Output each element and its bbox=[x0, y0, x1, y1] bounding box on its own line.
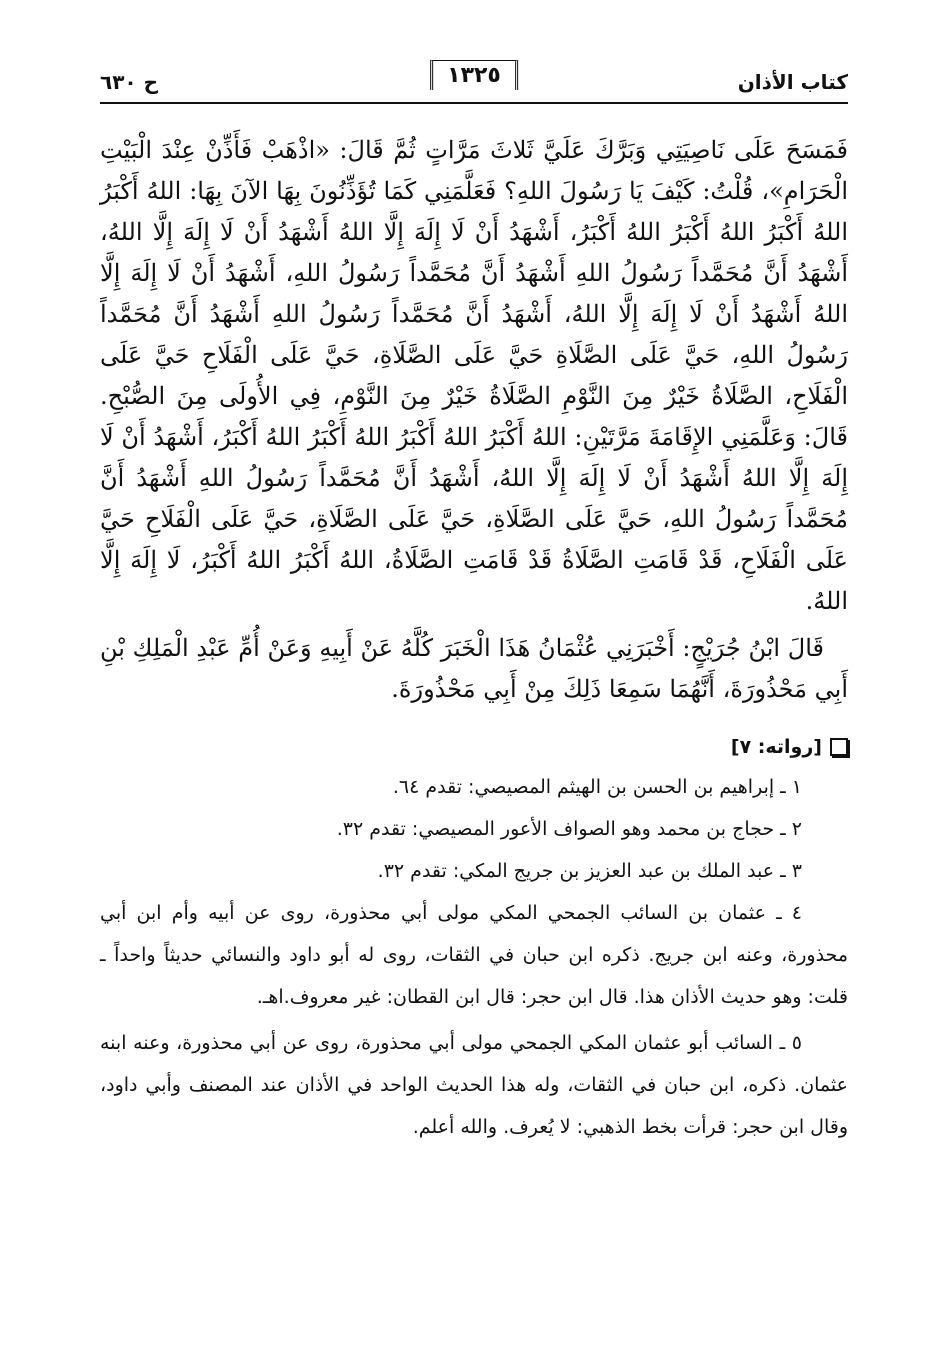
hadith-paragraph-1: فَمَسَحَ عَلَى نَاصِيَتِي وَبَرَّكَ عَلَيَّ ثَلاثَ مَرَّاتٍ ثُمَّ قَالَ: «اذْهَبْ فَأَذِّنْ عِنْدَ الْبَيْتِ الْحَرَامِ»، قُلْتُ: كَيْفَ يَا رَسُولَ اللهِ؟ فَعَلَّمَنِي كَمَا تُؤَذِّنُونَ بِهَا الآنَ بِهَا: اللهُ أَكْبَرُ اللهُ أَكْبَرُ اللهُ أَكْبَرُ اللهُ أَكْبَرُ، أَشْهَدُ أَنْ لَا إِلَهَ إِلَّا اللهُ أَشْهَدُ أَنْ لَا إِلَهَ إِلَّا اللهُ، أَشْهَدُ أَنَّ مُحَمَّداً رَسُولُ اللهِ أَشْهَدُ أَنَّ مُحَمَّداً رَسُولُ اللهِ، أَشْهَدُ أَنْ لَا إِلَهَ إِلَّا اللهُ أَشْهَدُ أَنْ لَا إِلَهَ إِلَّا اللهُ، أَشْهَدُ أَنَّ مُحَمَّداً رَسُولُ اللهِ أَشْهَدُ أَنَّ مُحَمَّداً رَسُولُ اللهِ، حَيَّ عَلَى الصَّلَاةِ حَيَّ عَلَى الصَّلَاةِ، حَيَّ عَلَى الْفَلَاحِ حَيَّ عَلَى الْفَلَاحِ، الصَّلَاةُ خَيْرٌ مِنَ النَّوْمِ الصَّلَاةُ خَيْرٌ مِنَ النَّوْمِ، فِي الأُولَى مِنَ الصُّبْحِ. قَالَ: وَعَلَّمَنِي الإِقَامَةَ مَرَّتَيْنِ: اللهُ أَكْبَرُ اللهُ أَكْبَرُ اللهُ أَكْبَرُ اللهُ أَكْبَرُ، أَشْهَدُ أَنْ لَا إِلَهَ إِلَّا اللهُ أَشْهَدُ أَنْ لَا إِلَهَ إِلَّا اللهُ، أَشْهَدُ أَنَّ مُحَمَّداً رَسُولُ اللهِ أَشْهَدُ أَنَّ مُحَمَّداً رَسُولُ اللهِ، حَيَّ عَلَى الصَّلَاةِ، حَيَّ عَلَى الصَّلَاةِ، حَيَّ عَلَى الْفَلَاحِ حَيَّ عَلَى الْفَلَاحِ، قَدْ قَامَتِ الصَّلَاةُ قَدْ قَامَتِ الصَّلَاةُ، اللهُ أَكْبَرُ اللهُ أَكْبَرُ، لَا إِلَهَ إِلَّا اللهُ. bbox=[100, 136, 849, 615]
hadith-reference: ح ٦٣٠ bbox=[100, 70, 159, 94]
square-bullet-icon bbox=[830, 738, 848, 756]
page-number: ١٣٢٥ bbox=[430, 60, 518, 90]
page-header bbox=[100, 60, 848, 104]
narrators-list bbox=[100, 766, 848, 1148]
document-page bbox=[100, 60, 848, 1300]
book-title: كتاب الأذان bbox=[737, 70, 848, 94]
narrator-item: ١ ـ إبراهيم بن الحسن بن الهيثم المصيصي: تقدم ٦٤. bbox=[392, 776, 802, 798]
hadith-paragraph-2: قَالَ ابْنُ جُرَيْجٍ: أَخْبَرَنِي عُثْمَانُ هَذَا الْخَبَرَ كُلَّهُ عَنْ أَبِيهِ وَعَنْ أُمِّ عَبْدِ الْمَلِكِ بْنِ أَبِي مَحْذُورَةَ، أَنَّهُمَا سَمِعَا ذَلِكَ مِنْ أَبِي مَحْذُورَةَ. bbox=[100, 634, 848, 703]
hadith-text bbox=[100, 130, 848, 710]
narrators-heading bbox=[100, 736, 848, 758]
narrators-title: [رواته: ٧] bbox=[730, 736, 822, 758]
narrator-item: ٤ ـ عثمان بن السائب الجمحي المكي مولى أبي محذورة، روى عن أبيه وأم ابن أبي محذورة، وعنه ابن جريج. ذكره ابن حبان في الثقات، روى له أبو داود والنسائي حديثاً واحداً ـ قلت: وهو حديث الأذان هذا. قال ابن حجر: قال ابن القطان: غير معروف.اهـ. bbox=[100, 902, 848, 1008]
narrator-item: ٢ ـ حجاج بن محمد وهو الصواف الأعور المصيصي: تقدم ٣٢. bbox=[336, 818, 802, 840]
header-divider bbox=[100, 102, 848, 104]
narrator-item: ٣ ـ عبد الملك بن عبد العزيز بن جريج المكي: تقدم ٣٢. bbox=[377, 860, 802, 882]
narrator-item: ٥ ـ السائب أبو عثمان المكي الجمحي مولى أبي محذورة، روى عن أبي محذورة، وعنه ابنه عثمان. ذكره، ابن حبان في الثقات، وله هذا الحديث الواحد في الأذان عند المصنف وأبي داود، وقال ابن حجر: قرأت بخط الذهبي: لا يُعرف. والله أعلم. bbox=[100, 1032, 848, 1138]
